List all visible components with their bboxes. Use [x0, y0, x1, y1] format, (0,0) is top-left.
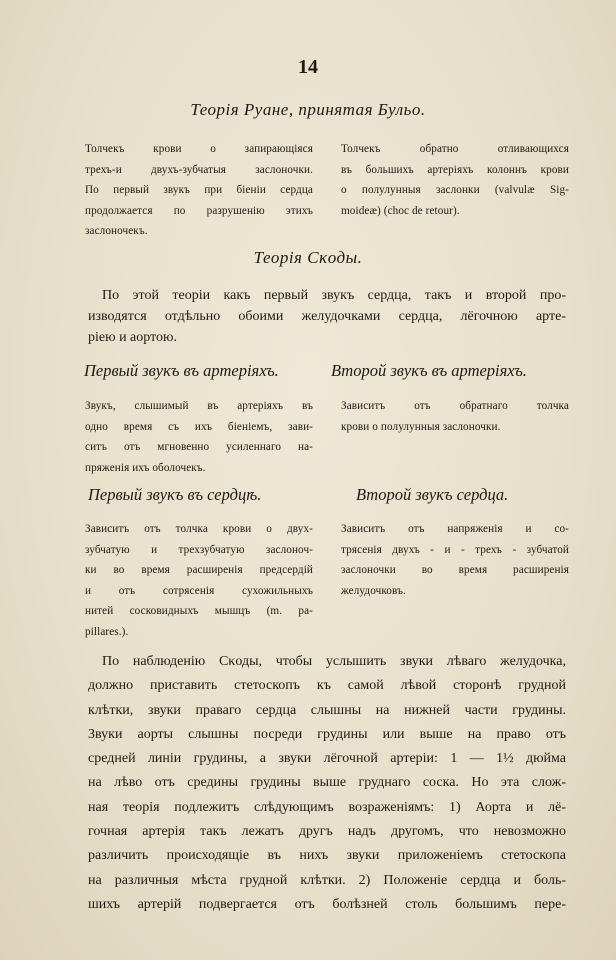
second-sound-heart-text: [341, 519, 569, 601]
text-line: трехъ-и двухъ-зубчатыя заслоночки.: [85, 163, 313, 176]
text-line: Толчекъ обратно отливающихся: [341, 143, 569, 155]
text-line: одно время съ ихъ біеніемъ, зави-: [85, 420, 313, 433]
text-line: ки во время расширенія предсердій: [85, 564, 313, 576]
text-line: клѣтки, звуки праваго сердца слышны на нижней части грудины.: [88, 702, 566, 718]
text-line: различить происходящіе въ нихъ звуки приложеніемъ стетоскопа: [88, 848, 566, 864]
text-line: Зависитъ отъ толчка крови о двух-: [85, 523, 313, 535]
text-line: пряженія ихъ оболочекъ.: [85, 461, 206, 474]
text-line: Звукъ, слышимый въ артеріяхъ въ: [85, 400, 313, 412]
skoda-theory-paragraph: [88, 285, 566, 348]
text-line: въ большихъ артеріяхъ колоннъ крови: [341, 163, 569, 176]
second-sound-arteries-text: [341, 396, 569, 437]
text-line: о полулунныя заслонки (valvulæ Sig-: [341, 184, 569, 196]
text-line: По наблюденію Сκоды, чтобы услышить звуки лѣваго желудочка,: [102, 654, 566, 669]
text-line: ситъ отъ мгновенно усиленнаго на-: [85, 441, 313, 453]
text-line: Зависитъ отъ напряженія и со-: [341, 523, 569, 535]
text-line: и отъ сотрясенія сухожильныхъ: [85, 584, 313, 597]
text-line: Зависитъ отъ обратнаго толчка: [341, 400, 569, 412]
subheading-second-sound-arteries: Второй звукъ въ артеріяхъ.: [331, 361, 527, 380]
subheading-first-sound-arteries: Первый звукъ въ артеріяхъ.: [84, 361, 279, 380]
first-sound-heart-text: [85, 519, 313, 642]
subheading-first-sound-heart: Первый звукъ въ сердцѣ.: [88, 485, 262, 504]
text-line: на лѣво отъ средины грудины выше груднаго соска. Но эта слож-: [88, 775, 566, 791]
text-line: нитей сосковидныхъ мышцъ (m. pa-: [85, 605, 313, 617]
text-line: продолжается по разрушенію этихъ: [85, 204, 313, 217]
text-line: pillares.).: [85, 625, 129, 638]
text-line: заслоночки во время расширенія: [341, 564, 569, 576]
closing-paragraph: [88, 650, 566, 917]
subheading-second-sound-heart: Второй звукъ сердца.: [356, 485, 509, 504]
text-line: зубчатую и трехзубчатую заслоноч-: [85, 543, 313, 556]
first-sound-arteries-text: [85, 396, 313, 478]
text-line: Толчекъ крови о запирающіяся: [85, 143, 313, 155]
text-line: По этой теоріи какъ первый звукъ сердца, такъ и второй про-: [102, 288, 566, 303]
page-number: 14: [298, 56, 318, 78]
text-line: ная теорія подлежитъ слѣдующимъ возраженіямъ: 1) Аорта и лё-: [88, 799, 566, 815]
section-title-rouanet: Теорія Руане, принятая Бульо.: [190, 100, 426, 119]
text-line: желудочковъ.: [341, 584, 406, 597]
section-title-skoda: Теорія Сκоды.: [253, 248, 363, 267]
rouanet-left-column: [85, 139, 313, 242]
text-line: заслоночекъ.: [85, 225, 148, 237]
text-line: ріею и аортою.: [88, 330, 177, 345]
text-line: moideæ) (choc de retour).: [341, 204, 460, 217]
text-line: должно приставить стетоскопъ къ самой лѣвой сторонѣ грудной: [88, 678, 566, 694]
text-line: крови о полулунныя заслоночки.: [341, 420, 501, 433]
text-line: изводятся отдѣльно обоими желудочками сердца, лёгочною арте-: [88, 309, 566, 324]
text-line: средней линіи грудины, а звуки лёгочной артеріи: 1 — 1½ дюйма: [88, 751, 566, 767]
text-line: гочная артерія такъ лежатъ другъ надъ другомъ, что невозможно: [88, 824, 566, 840]
text-line: По первый звукъ при біеніи сердца: [85, 184, 313, 196]
text-line: трясенія двухъ - и - трехъ - зубчатой: [341, 543, 569, 556]
text-line: Звуки аорты слышны посреди грудины или выше на право отъ: [88, 726, 566, 742]
text-line: шихъ артерій подвергается отъ болѣзней столь большимъ пере-: [88, 896, 566, 912]
text-line: на различныя мѣста грудной клѣтки. 2) Положеніе сердца и боль-: [88, 872, 566, 888]
rouanet-right-column: [341, 139, 569, 221]
